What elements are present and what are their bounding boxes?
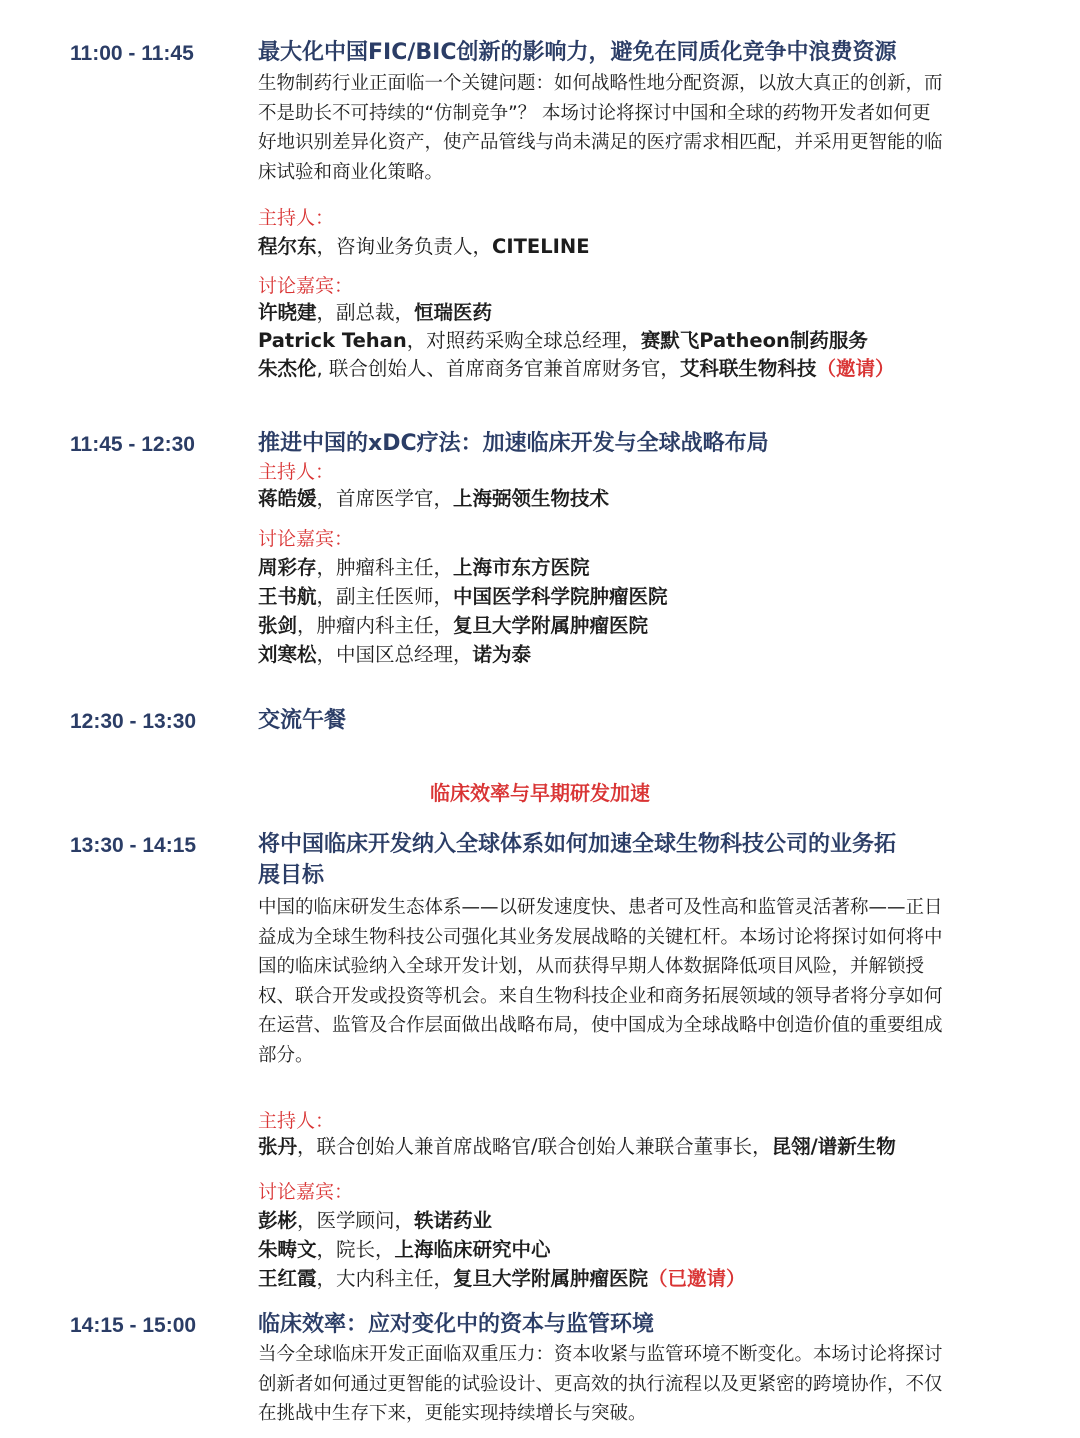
moderator-line — [258, 1131, 896, 1159]
session-description — [258, 1340, 1028, 1429]
panelist-line — [258, 297, 492, 325]
speaker-org: 昆翎/谱新生物 — [771, 1135, 896, 1158]
speaker-role: ，对照药采购全球总经理， — [406, 329, 641, 352]
panelist-line — [258, 353, 894, 381]
session-title — [258, 829, 1028, 891]
description-line: 国的临床试验纳入全球开发计划，从而获得早期人体数据降低项目风险，并解锁授 — [258, 956, 925, 978]
description-line: 好地识别差异化资产，使产品管线与尚未满足的医疗需求相匹配，并采用更智能的临 — [258, 132, 943, 154]
moderator-label: 主持人： — [258, 1110, 335, 1132]
speaker-name: 张丹 — [258, 1135, 298, 1158]
session-title: 交流午餐 — [258, 708, 347, 733]
moderator-line — [258, 231, 590, 259]
speaker-role: ，大内科主任， — [316, 1267, 454, 1290]
speaker-name: 彭彬 — [258, 1209, 298, 1232]
description-line: 生物制药行业正面临一个关键问题：如何战略性地分配资源，以放大真正的创新，而 — [258, 73, 943, 94]
session-title: 推进中国的xDC疗法：加速临床开发与全球战略布局 — [258, 431, 769, 456]
description-line: 床试验和商业化策略。 — [258, 161, 444, 183]
session-title: 临床效率：应对变化中的资本与监管环境 — [258, 1312, 655, 1337]
speaker-name: 王书航 — [258, 585, 317, 608]
speaker-org: 诺为泰 — [472, 643, 532, 666]
session-time: 11:00 - 11:45 — [70, 42, 194, 65]
speaker-org: 上海市东方医院 — [453, 556, 590, 579]
speaker-role: ，医学顾问， — [297, 1209, 415, 1232]
panel-label: 讨论嘉宾： — [258, 1181, 354, 1203]
speaker-name: 许晓建 — [258, 301, 317, 324]
speaker-role: ，肿瘤科主任， — [316, 556, 454, 579]
session-description — [258, 69, 1028, 187]
speaker-name: 刘寒松 — [258, 643, 317, 666]
speaker-role: ，中国区总经理， — [316, 643, 473, 666]
description-line: 在挑战中生存下来，更能实现持续增长与突破。 — [258, 1403, 647, 1425]
panelist-line — [258, 581, 668, 609]
title-line: 将中国临床开发纳入全球体系如何加速全球生物科技公司的业务拓 — [258, 832, 897, 857]
speaker-org: 赛默飞Patheon制药服务 — [640, 329, 868, 352]
speaker-org: 中国医学科学院肿瘤医院 — [453, 585, 668, 608]
speaker-role: , 联合创始人、首席商务官兼首席财务官， — [316, 357, 680, 380]
speaker-org: CITELINE — [492, 235, 590, 258]
panelist-line — [258, 1263, 746, 1291]
speaker-name: 蒋皓媛 — [258, 487, 317, 510]
speaker-role: ，首席医学官， — [316, 487, 454, 510]
description-line: 益成为全球生物科技公司强化其业务发展战略的关键杠杆。本场讨论将探讨如何将中 — [258, 926, 943, 948]
speaker-org: 艾科联生物科技 — [679, 357, 817, 380]
section-heading: 临床效率与早期研发加速 — [430, 781, 650, 805]
description-line: 部分。 — [258, 1044, 314, 1066]
panelist-line — [258, 1205, 492, 1233]
speaker-org: 上海弼领生物技术 — [453, 487, 610, 510]
panelist-line — [258, 325, 868, 353]
moderator-line — [258, 483, 609, 511]
speaker-role: ，联合创始人兼首席战略官/联合创始人兼联合董事长， — [297, 1135, 772, 1158]
title-line: 展目标 — [258, 863, 325, 888]
description-line: 中国的临床研发生态体系——以研发速度快、患者可及性高和监管灵活著称——正日 — [258, 897, 943, 918]
moderator-label: 主持人： — [258, 461, 335, 483]
panelist-line — [258, 610, 648, 638]
description-line: 权、联合开发或投资等机会。来自生物科技企业和商务拓展领域的领导者将分享如何 — [258, 985, 943, 1007]
speaker-name: 朱杰伦 — [258, 357, 317, 380]
speaker-name: 周彩存 — [258, 556, 317, 579]
panelist-line — [258, 1234, 551, 1262]
speaker-role: ，咨询业务负责人， — [316, 235, 493, 258]
invited-note: （邀请） — [816, 357, 895, 380]
speaker-org: 上海临床研究中心 — [394, 1238, 551, 1261]
speaker-role: ，院长， — [316, 1238, 395, 1261]
description-line: 创新者如何通过更智能的试验设计、更高效的执行流程以及更紧密的跨境协作，不仅 — [258, 1373, 943, 1395]
speaker-name: 程尔东 — [258, 235, 317, 258]
panel-label: 讨论嘉宾： — [258, 528, 354, 550]
panel-label: 讨论嘉宾： — [258, 275, 354, 297]
description-line: 在运营、监管及合作层面做出战略布局，使中国成为全球战略中创造价值的重要组成 — [258, 1015, 943, 1037]
speaker-org: 轶诺药业 — [414, 1209, 493, 1232]
moderator-label: 主持人： — [258, 207, 335, 229]
panelist-line — [258, 552, 590, 580]
speaker-name: Patrick Tehan — [258, 329, 407, 352]
session-description — [258, 893, 1028, 1071]
speaker-name: 朱畴文 — [258, 1238, 317, 1261]
speaker-role: ，副主任医师， — [316, 585, 454, 608]
session-time: 11:45 - 12:30 — [70, 433, 195, 456]
speaker-org: 恒瑞医药 — [414, 301, 493, 324]
session-time: 12:30 - 13:30 — [70, 710, 197, 733]
speaker-org: 复旦大学附属肿瘤医院 — [453, 614, 649, 637]
speaker-name: 张剑 — [258, 614, 298, 637]
speaker-role: ，副总裁， — [316, 301, 415, 324]
description-line: 当今全球临床开发正面临双重压力：资本收紧与监管环境不断变化。本场讨论将探讨 — [258, 1344, 943, 1365]
session-time: 13:30 - 14:15 — [70, 834, 197, 857]
panelist-line — [258, 639, 531, 667]
session-title: 最大化中国FIC/BIC创新的影响力，避免在同质化竞争中浪费资源 — [258, 40, 897, 65]
speaker-role: ，肿瘤内科主任， — [297, 614, 454, 637]
description-line: 不是助长不可持续的“仿制竞争”？ 本场讨论将探讨中国和全球的药物开发者如何更 — [258, 102, 931, 124]
speaker-org: 复旦大学附属肿瘤医院 — [453, 1267, 649, 1290]
session-time: 14:15 - 15:00 — [70, 1314, 197, 1337]
invited-note: （已邀请） — [648, 1267, 746, 1290]
speaker-name: 王红霞 — [258, 1267, 317, 1290]
